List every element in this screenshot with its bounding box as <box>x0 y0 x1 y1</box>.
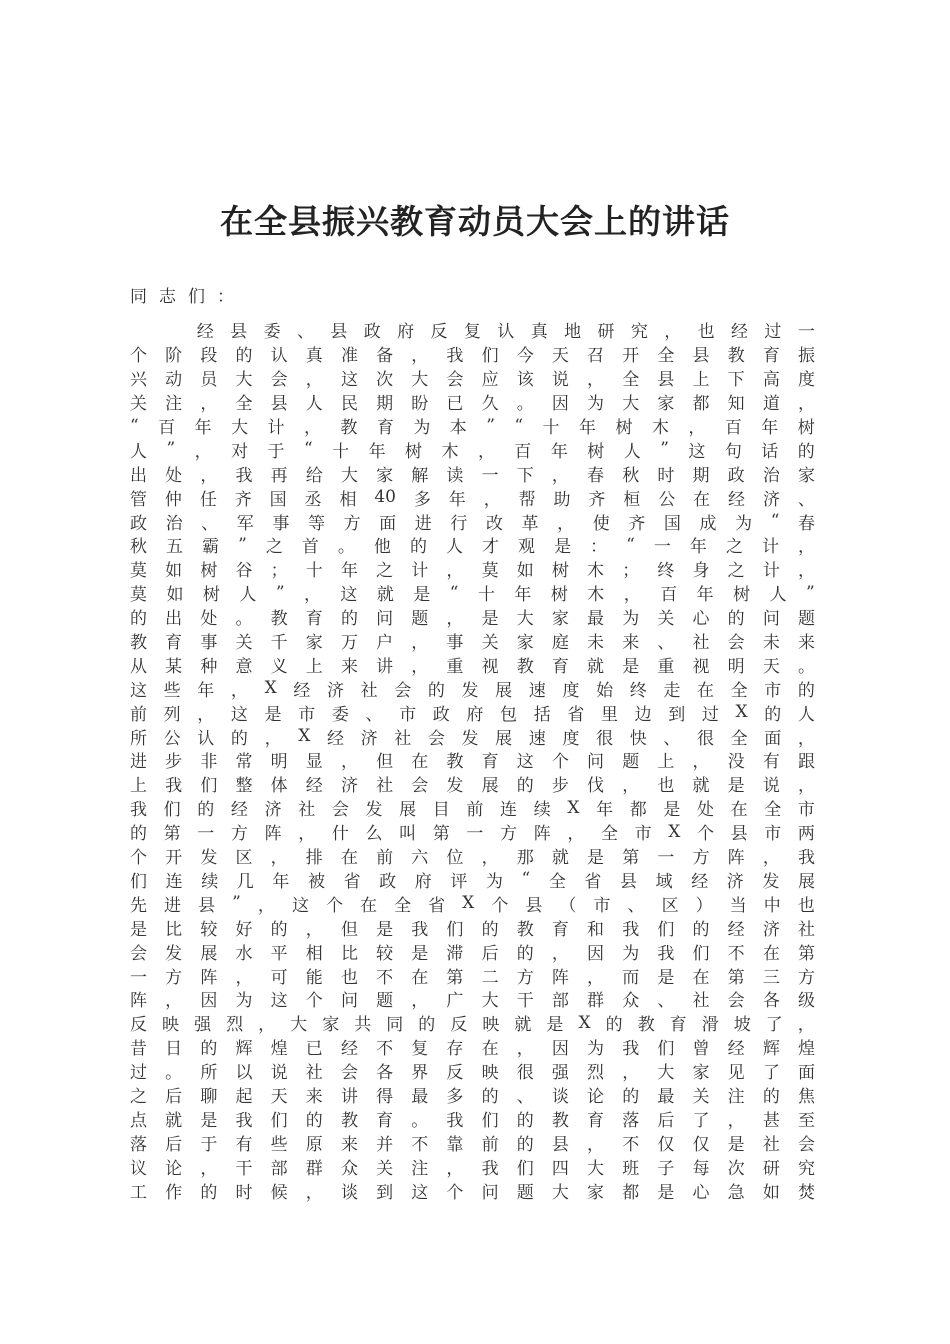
document-title: 在全县振兴教育动员大会上的讲话 <box>220 202 730 241</box>
body-line: 关 注 ， 全 县 人 民 期 盼 已 久 。 因 为 大 家 都 知 道 ， <box>130 394 815 415</box>
body-line: 会 发 展 水 平 相 比 较 是 滞 后 的 ， 因 为 我 们 不 在 第 <box>130 943 815 964</box>
body-line: 出 处 ， 我 再 给 大 家 解 读 一 下 ， 春 秋 时 期 政 治 家 <box>130 465 815 486</box>
salutation: 同志们： <box>130 287 246 307</box>
body-line: 兴 动 员 大 会 ， 这 次 大 会 应 该 说 ， 全 县 上 下 高 度 <box>130 370 815 391</box>
body-line: 我 们 的 经 济 社 会 发 展 目 前 连 续 X 年 都 是 处 在 全 市 <box>130 797 815 821</box>
body-line: 昔 日 的 辉 煌 已 经 不 复 存 在 ， 因 为 我 们 曾 经 辉 煌 <box>130 1039 815 1060</box>
body-line: 之 后 聊 起 天 来 讲 得 最 多 的 、 谈 论 的 最 关 注 的 焦 <box>130 1086 815 1107</box>
body-line: 教 育 事 关 千 家 万 户 ， 事 关 家 庭 未 来 、 社 会 未 来 <box>130 633 815 654</box>
body-line: 人 ” ， 对 于 “ 十 年 树 木 ， 百 年 树 人 ” 这 句 话 的 <box>130 439 815 462</box>
body-line: “ 百 年 大 计 ， 教 育 为 本 ” “ 十 年 树 木 ， 百 年 树 <box>130 415 815 439</box>
body-line: 经 县 委 、 县 政 府 反 复 认 真 地 研 究 ， 也 经 过 一 <box>196 322 815 343</box>
body-line: 这 些 年 ， X 经 济 社 会 的 发 展 速 度 始 终 走 在 全 市 的 <box>130 678 815 701</box>
body-line: 的 出 处 。 教 育 的 问 题 ， 是 大 家 最 为 关 心 的 问 题 <box>130 609 815 630</box>
body-line: 一 方 阵 ， 可 能 也 不 在 第 二 方 阵 ， 而 是 在 第 三 方 <box>130 967 815 988</box>
body-line: 阵 ， 因 为 这 个 问 题 ， 广 大 干 部 群 众 、 社 会 各 级 <box>130 991 815 1012</box>
body-line: 个 开 发 区 ， 排 在 前 六 位 ， 那 就 是 第 一 方 阵 ， 我 <box>130 848 815 869</box>
body-line: 个 阶 段 的 认 真 准 备 ， 我 们 今 天 召 开 全 县 教 育 振 <box>130 346 815 367</box>
body-line: 政 治 、 军 事 等 方 面 进 行 改 革 ， 使 齐 国 成 为 “ 春 <box>130 511 815 534</box>
body-line: 落 后 于 有 些 原 来 并 不 靠 前 的 县 ， 不 仅 仅 是 社 会 <box>130 1134 815 1155</box>
body-line: 先 进 县 ” ， 这 个 在 全 省 X 个 县 （ 市 、 区 ） 当 中 也 <box>130 893 815 916</box>
body-line: 是 比 较 好 的 ， 但 是 我 们 的 教 育 和 我 们 的 经 济 社 <box>130 919 815 940</box>
body-line: 秋 五 霸 ” 之 首 。 他 的 人 才 观 是 ： “ 一 年 之 计 ， <box>130 534 815 558</box>
body-line: 议 论 ， 干 部 群 众 关 注 ， 我 们 四 大 班 子 每 次 研 究 <box>130 1158 815 1179</box>
body-line: 从 某 种 意 义 上 来 讲 ， 重 视 教 育 就 是 重 视 明 天 。 <box>130 656 815 677</box>
body-line: 前 列 ， 这 是 市 委 、 市 政 府 包 括 省 里 边 到 过 X 的 人 <box>130 702 815 725</box>
body-line: 进 步 非 常 明 显 ， 但 在 教 育 这 个 问 题 上 ， 没 有 跟 <box>130 752 815 773</box>
body-line: 反 映 强 烈 ， 大 家 共 同 的 反 映 就 是 X 的 教 育 滑 坡 了 ， <box>130 1012 815 1036</box>
body-line: 莫 如 树 人 ” ， 这 就 是 “ 十 年 树 木 ， 百 年 树 人 ” <box>130 582 815 606</box>
body-line: 莫 如 树 谷 ； 十 年 之 计 ， 莫 如 树 木 ； 终 身 之 计 ， <box>130 561 815 582</box>
body-line: 们 连 续 几 年 被 省 政 府 评 为 “ 全 省 县 域 经 济 发 展 <box>130 869 815 892</box>
body-text <box>130 318 815 1202</box>
body-line: 所 公 认 的 ， X 经 济 社 会 发 展 速 度 很 快 、 很 全 面 ， <box>130 726 815 749</box>
body-line: 工 作 的 时 候 ， 谈 到 这 个 问 题 大 家 都 是 心 急 如 焚 <box>130 1182 815 1203</box>
body-line: 的 第 一 方 阵 ， 什 么 叫 第 一 方 阵 ， 全 市 X 个 县 市 两 <box>130 821 815 845</box>
body-line: 过 。 所 以 说 社 会 各 界 反 映 很 强 烈 ， 大 家 见 了 面 <box>130 1063 815 1084</box>
body-line: 点 就 是 我 们 的 教 育 。 我 们 的 教 育 落 后 了 ， 甚 至 <box>130 1110 815 1131</box>
body-line: 上 我 们 整 体 经 济 社 会 发 展 的 步 伐 ， 也 就 是 说 ， <box>130 776 815 797</box>
body-line: 管 仲 任 齐 国 丞 相 40 多 年 ， 帮 助 齐 桓 公 在 经 济 、 <box>130 487 815 510</box>
